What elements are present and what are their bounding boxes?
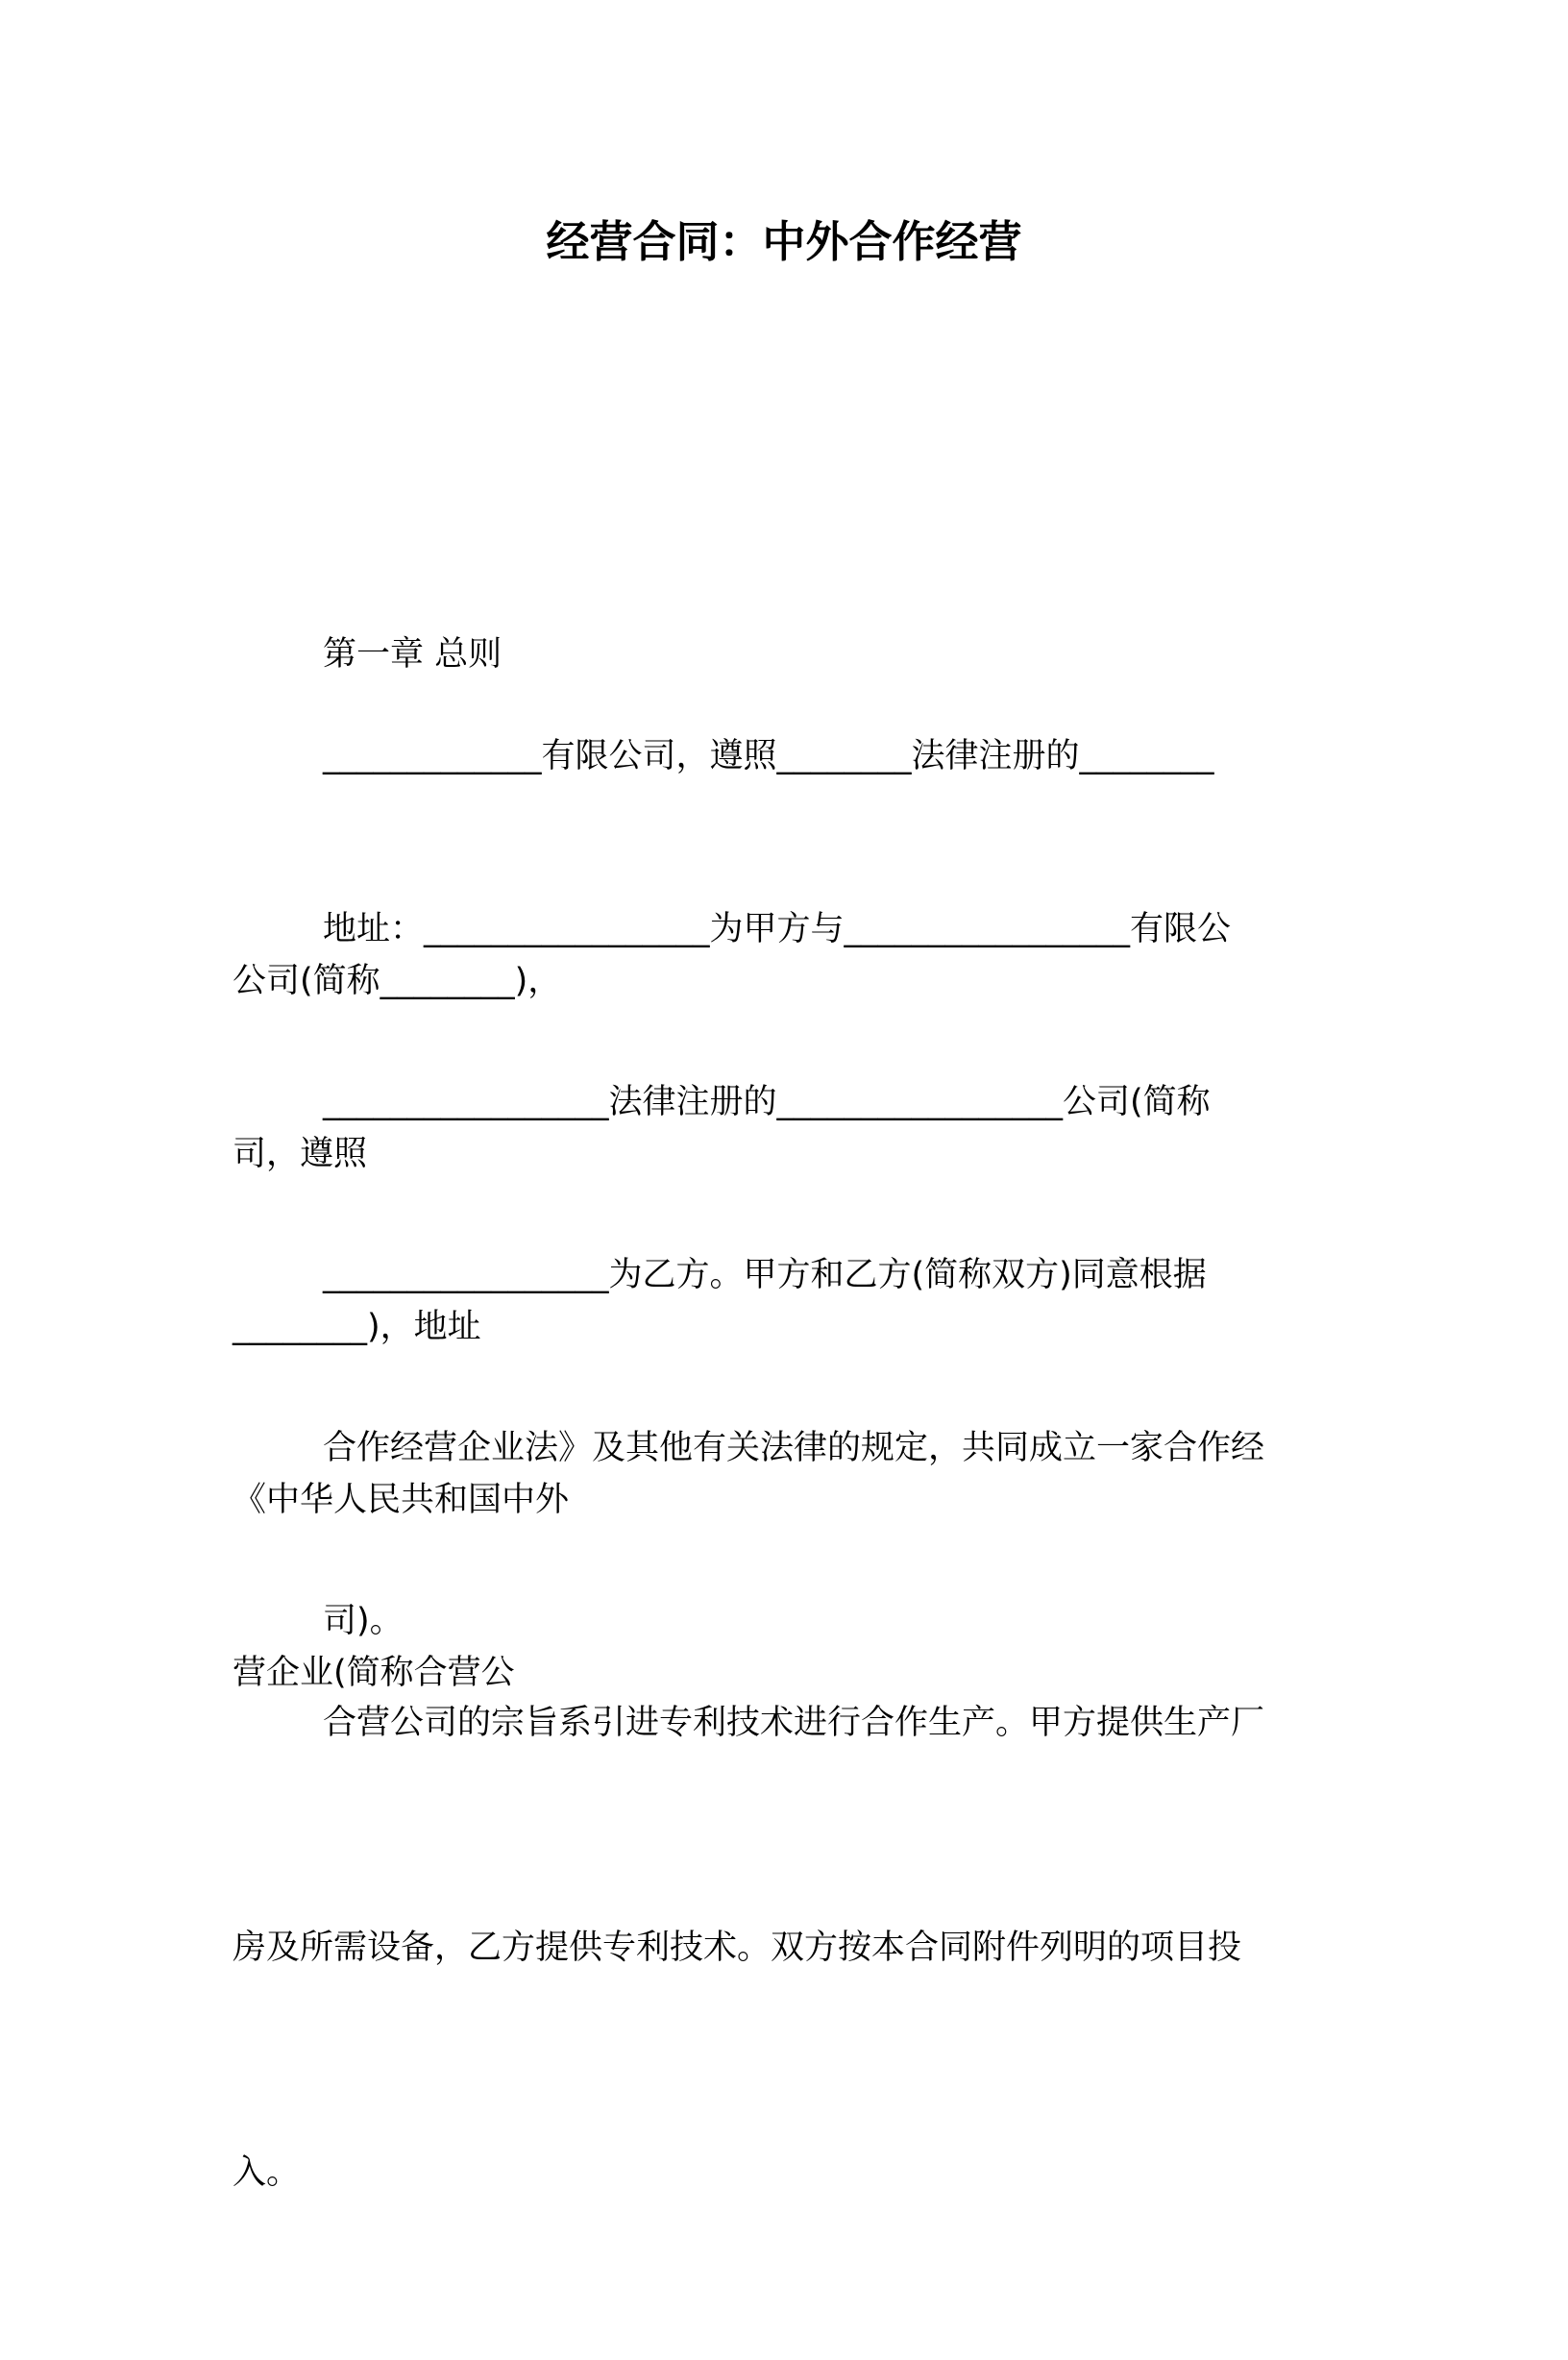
document-title: 经营合同：中外合作经营 <box>546 216 1022 267</box>
paragraph-line: 入。 <box>233 2153 301 2192</box>
paragraph-line: 司，遵照 <box>233 1135 368 1173</box>
paragraph-line: 《中华人民共和国中外 <box>233 1481 570 1519</box>
paragraph-line: 公司(简称________)， <box>233 962 562 1000</box>
paragraph-line: _________________法律注册的_________________公司(简称 <box>323 1083 1211 1121</box>
paragraph-line: 地址：_________________为甲方与_________________有限公 <box>323 910 1232 948</box>
paragraph-line: 合营公司的宗旨系引进专利技术进行合作生产。甲方提供生产厂 <box>323 1704 1265 1742</box>
paragraph-line: 房及所需设备，乙方提供专利技术。双方按本合同附件列明的项目投 <box>233 1929 1242 1967</box>
paragraph-line: _________________为乙方。甲方和乙方(简称双方)同意根据 <box>323 1256 1207 1294</box>
paragraph-line: 合作经营企业法》及其他有关法律的规定，共同成立一家合作经 <box>323 1429 1265 1467</box>
paragraph-line: _____________有限公司，遵照________法律注册的________ <box>323 737 1214 775</box>
paragraph-line: ________)，地址 <box>233 1308 481 1346</box>
paragraph-line: 司)。 <box>323 1602 404 1640</box>
paragraph-line: 第一章 总则 <box>323 635 502 674</box>
purpose-paragraph <box>233 1536 1326 2360</box>
paragraph-line: 营企业(简称合营公 <box>233 1654 515 1692</box>
